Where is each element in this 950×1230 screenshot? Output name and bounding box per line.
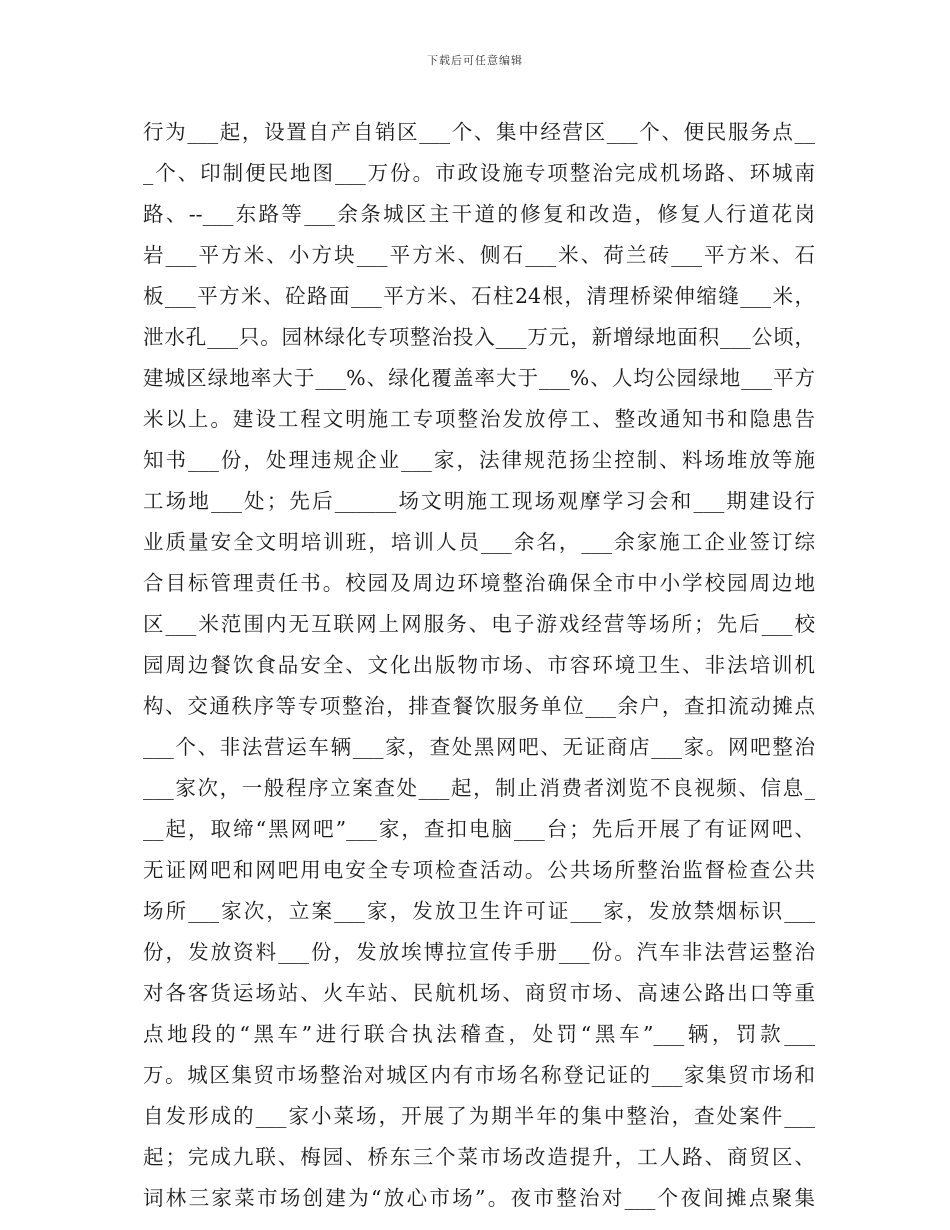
text-line: 建城区绿地率大于___%、绿化覆盖率大于___%、人均公园绿地___平方 (143, 366, 815, 390)
text-line: 自发形成的___家小菜场，开展了为期半年的集中整治，查处案件___ (143, 1104, 815, 1128)
text-line: 点地段的“黑车”进行联合执法稽查，处罚“黑车”___辆，罚款___ (143, 1022, 815, 1046)
text-line: 词林三家菜市场创建为“放心市场”。夜市整治对___个夜间摊点聚集 (143, 1186, 815, 1210)
text-line: ___家次，一般程序立案查处___起，制止消费者浏览不良视频、信息_ (143, 776, 815, 800)
text-line: 无证网吧和网吧用电安全专项检查活动。公共场所整治监督检查公共 (143, 858, 815, 882)
text-line: 园周边餐饮食品安全、文化出版物市场、市容环境卫生、非法培训机 (143, 653, 815, 677)
text-line: 路、--___东路等___余条城区主干道的修复和改造，修复人行道花岗 (143, 202, 815, 226)
text-line: 知书___份，处理违规企业___家，法律规范扬尘控制、料场堆放等施 (143, 448, 815, 472)
text-line: 起；完成九联、梅园、桥东三个菜市场改造提升，工人路、商贸区、 (143, 1145, 815, 1169)
text-line: 米以上。建设工程文明施工专项整治发放停工、整改通知书和隐患告 (143, 407, 815, 431)
text-line: _个、印制便民地图___万份。市政设施专项整治完成机场路、环城南 (143, 161, 815, 185)
text-line: 合目标管理责任书。校园及周边环境整治确保全市中小学校园周边地 (143, 571, 815, 595)
text-line: 区___米范围内无互联网上网服务、电子游戏经营等场所；先后___校 (143, 612, 815, 636)
text-line: __起，取缔“黑网吧”___家，查扣电脑___台；先后开展了有证网吧、 (143, 817, 815, 841)
text-line: 工场地___处；先后______场文明施工现场观摩学习会和___期建设行 (143, 489, 815, 513)
text-line: 万。城区集贸市场整治对城区内有市场名称登记证的___家集贸市场和 (143, 1063, 815, 1087)
text-line: 岩___平方米、小方块___平方米、侧石___米、荷兰砖___平方米、石 (143, 243, 815, 267)
document-body (143, 112, 815, 1219)
text-line: 行为___起，设置自产自销区___个、集中经营区___个、便民服务点__ (143, 120, 815, 144)
page-header: 下载后可任意编辑 (427, 54, 523, 67)
text-line: 份，发放资料___份，发放埃博拉宣传手册___份。汽车非法营运整治 (143, 940, 815, 964)
text-line: 泄水孔___只。园林绿化专项整治投入___万元，新增绿地面积___公顷， (143, 325, 815, 349)
text-line: 对各客货运场站、火车站、民航机场、商贸市场、高速公路出口等重 (143, 981, 815, 1005)
text-line: 场所___家次，立案___家，发放卫生许可证___家，发放禁烟标识___ (143, 899, 815, 923)
text-line: 板___平方米、砼路面___平方米、石柱24根，清理桥梁伸缩缝___米， (143, 284, 815, 308)
text-line: 业质量安全文明培训班，培训人员___余名，___余家施工企业签订综 (143, 530, 815, 554)
text-line: ___个、非法营运车辆___家，查处黑网吧、无证商店___家。网吧整治 (143, 735, 815, 759)
text-line: 构、交通秩序等专项整治，排查餐饮服务单位___余户，查扣流动摊点 (143, 694, 815, 718)
